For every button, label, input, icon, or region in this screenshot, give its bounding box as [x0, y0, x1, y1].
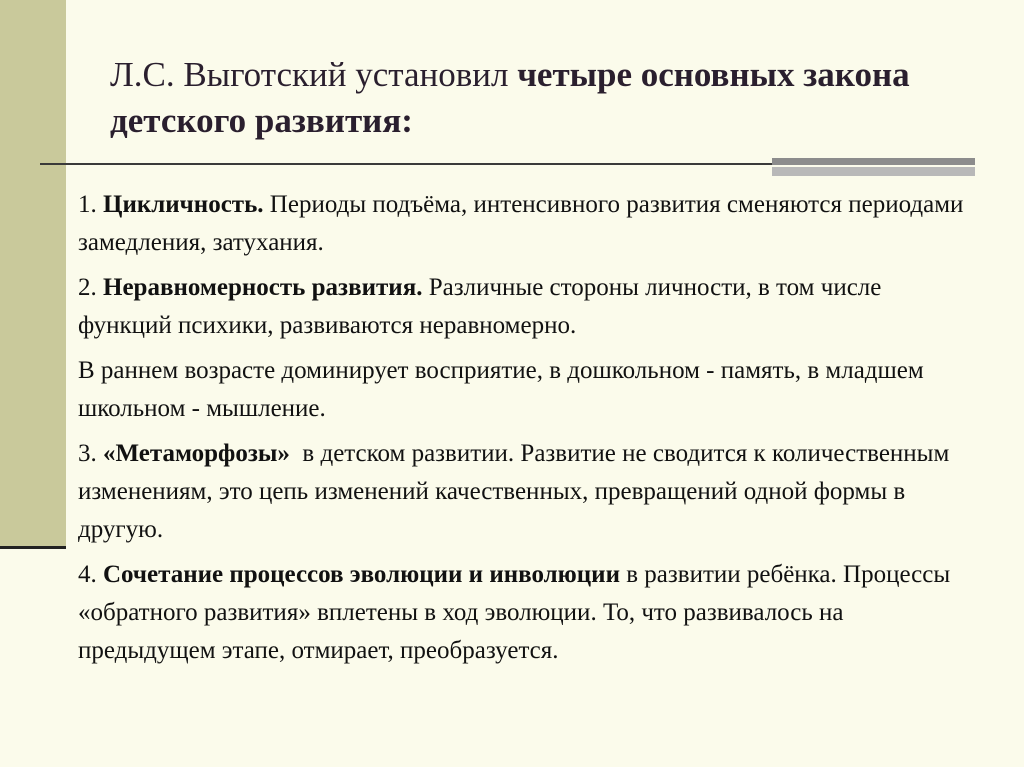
slide-content [78, 186, 978, 677]
title-divider [40, 163, 772, 165]
slide-title-normal: Л.С. Выготский установил [110, 55, 518, 94]
law-1-paragraph [78, 186, 978, 262]
law-2-paragraph [78, 269, 978, 345]
law-2-text: Различные стороны личности, в том числе функций психики, развиваются неравномерно. [78, 274, 882, 339]
law-1-heading: Цикличность. [103, 191, 264, 218]
law-2-example-paragraph [78, 352, 978, 428]
law-3-heading: «Метаморфозы» [103, 440, 290, 467]
left-accent-underline [0, 546, 66, 549]
title-divider-accent-light [772, 167, 975, 176]
law-1-prefix: 1. [78, 191, 103, 218]
law-3-prefix: 3. [78, 440, 103, 467]
slide-title-bold: четыре основных закона детского развития: [110, 55, 910, 140]
law-1-text: Периоды подъёма, интенсивного развития сменяются периодами замедления, затухания. [78, 191, 964, 256]
law-4-text: в развитии ребёнка. Процессы «обратного развития» вплетены в ход эволюции. То, что развивалось на предыдущем этапе, отмирает, преобразуется. [78, 561, 951, 664]
slide-title [110, 52, 990, 144]
law-4-heading: Сочетание процессов эволюции и инволюции [103, 561, 620, 588]
law-2-heading: Неравномерность развития. [103, 274, 423, 301]
law-4-paragraph [78, 556, 978, 670]
title-divider-accent-dark [772, 158, 975, 165]
law-4-prefix: 4. [78, 561, 103, 588]
law-3-text: в детском развитии. Развитие не сводится к количественным изменениям, это цепь изменений качественных, превращений одной формы в другую. [78, 440, 956, 543]
law-2-prefix: 2. [78, 274, 103, 301]
law-3-paragraph [78, 435, 978, 549]
law-2-example-text: В раннем возрасте доминирует восприятие, в дошкольном - память, в младшем школьном - мышление. [78, 357, 924, 422]
left-accent-bar [0, 0, 66, 546]
